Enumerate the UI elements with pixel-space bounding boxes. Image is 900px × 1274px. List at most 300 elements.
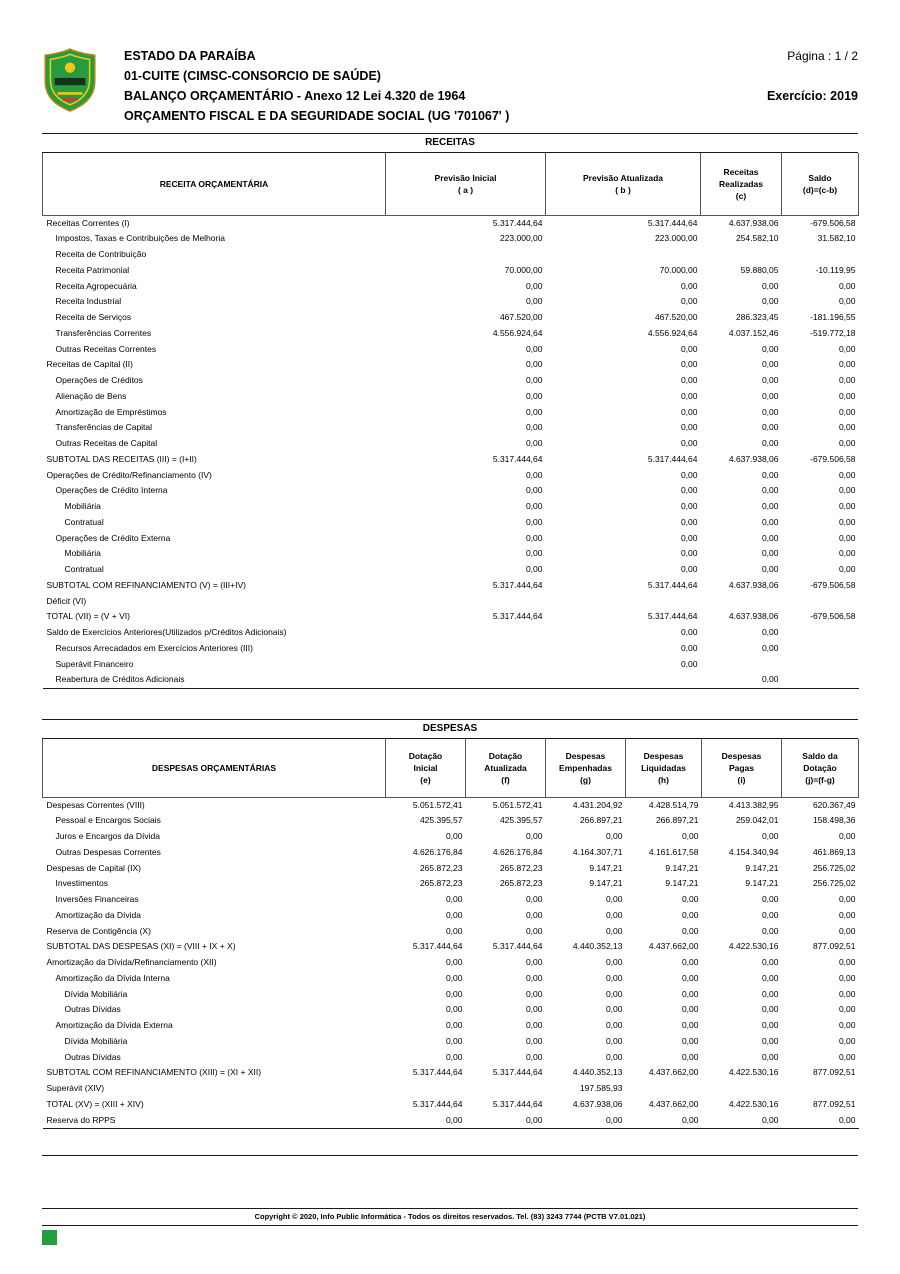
row-value: 0,00 xyxy=(680,485,698,496)
row-value: 0,00 xyxy=(445,1114,463,1125)
header-meta-block xyxy=(688,46,858,126)
row-value: 0,00 xyxy=(525,894,543,904)
row-value: 0,00 xyxy=(761,1051,779,1062)
row-value: 0,00 xyxy=(680,280,698,291)
row-value: 0,00 xyxy=(838,1035,856,1046)
row-value: 5.317.444,64 xyxy=(492,1067,543,1078)
row-value: 0,00 xyxy=(525,548,543,559)
row-label: Amortização de Empréstimos xyxy=(55,406,167,417)
row-value xyxy=(782,625,859,641)
row-value: 0,00 xyxy=(680,422,698,433)
row-label: Dívida Mobiliária xyxy=(64,1035,128,1046)
table-row xyxy=(43,609,859,625)
row-value: 0,00 xyxy=(838,988,856,999)
row-value: -679.506,58 xyxy=(810,217,856,228)
table-row xyxy=(43,436,859,452)
row-value: 59.880,05 xyxy=(740,264,779,275)
row-value: 0,00 xyxy=(761,909,779,920)
row-value: 0,00 xyxy=(680,658,698,669)
row-value: 4.637.938,06 xyxy=(728,579,779,590)
table-row xyxy=(43,1050,859,1066)
row-value: 0,00 xyxy=(838,1114,856,1125)
table-row xyxy=(43,310,859,326)
header-title-block xyxy=(124,46,688,126)
table-row xyxy=(43,452,859,468)
table-row xyxy=(43,499,859,515)
row-value: 5.317.444,64 xyxy=(412,1067,463,1078)
table-row xyxy=(43,1081,859,1097)
row-value: 9.147,21 xyxy=(589,878,623,889)
table-row xyxy=(43,987,859,1003)
row-value: 0,00 xyxy=(445,1035,463,1046)
row-value: 4.437.662,00 xyxy=(648,1098,699,1109)
row-value: 0,00 xyxy=(838,485,856,496)
row-value: 0,00 xyxy=(761,359,779,370)
row-value: 4.422.530,16 xyxy=(728,1098,779,1109)
row-value: 4.556.924,64 xyxy=(647,327,698,338)
row-value: 5.317.444,64 xyxy=(492,611,543,622)
row-value: 0,00 xyxy=(680,438,698,448)
row-value xyxy=(386,641,546,657)
row-value: 286.323,45 xyxy=(735,312,779,322)
row-label: Inversões Financeiras xyxy=(55,894,139,904)
table-row xyxy=(43,389,859,405)
receitas-table-head xyxy=(43,153,859,215)
row-value xyxy=(386,657,546,673)
row-value: 0,00 xyxy=(445,925,463,936)
table-row xyxy=(43,829,859,845)
row-value: 0,00 xyxy=(445,957,463,967)
row-label: Operações de Créditos xyxy=(55,375,143,385)
row-label: Receita de Serviços xyxy=(55,312,132,322)
row-value: -181.196,55 xyxy=(810,312,856,322)
row-value: 5.317.444,64 xyxy=(492,453,543,464)
row-value: 877.092,51 xyxy=(812,941,856,952)
table-row xyxy=(43,939,859,955)
row-value: 5.317.444,64 xyxy=(647,579,698,590)
row-value xyxy=(702,1081,782,1097)
row-label: Superávit (XIV) xyxy=(46,1083,105,1093)
row-value: 5.317.444,64 xyxy=(647,611,698,622)
row-value: 0,00 xyxy=(838,280,856,291)
row-value: -519.772,18 xyxy=(810,327,856,338)
row-value: 70.000,00 xyxy=(504,264,543,275)
row-value: 5.317.444,64 xyxy=(492,941,543,952)
row-value: 0,00 xyxy=(525,296,543,307)
row-value: 425.395,57 xyxy=(419,815,463,826)
row-value: 0,00 xyxy=(761,972,779,983)
row-value: 0,00 xyxy=(681,1035,699,1046)
table-row xyxy=(43,971,859,987)
row-value: 0,00 xyxy=(680,359,698,370)
row-value: 0,00 xyxy=(680,390,698,401)
row-value: 0,00 xyxy=(838,390,856,401)
row-value: 9.147,21 xyxy=(665,862,699,873)
row-value xyxy=(386,1081,466,1097)
row-value: 4.637.938,06 xyxy=(728,217,779,228)
row-label: Amortização da Dívida Externa xyxy=(55,1020,173,1030)
row-label: Impostos, Taxas e Contribuições de Melhoria xyxy=(55,233,225,244)
table-row xyxy=(43,813,859,829)
row-value: 0,00 xyxy=(525,909,543,920)
row-value: 0,00 xyxy=(605,909,623,920)
column-header: Saldo da Dotação (j)=(f-g) xyxy=(782,739,859,797)
row-value: 4.440.352,13 xyxy=(572,1067,623,1078)
header-org: ESTADO DA PARAÍBA xyxy=(124,49,256,63)
row-value: 0,00 xyxy=(605,1020,623,1030)
row-value: 0,00 xyxy=(680,469,698,480)
row-value: 877.092,51 xyxy=(812,1067,856,1078)
logo-container xyxy=(42,46,100,126)
header-row xyxy=(43,153,859,215)
row-value: 0,00 xyxy=(838,894,856,904)
row-value: 0,00 xyxy=(761,957,779,967)
row-value: 0,00 xyxy=(761,1035,779,1046)
row-value: 0,00 xyxy=(445,1051,463,1062)
row-label: Operações de Crédito Interna xyxy=(55,485,168,496)
table-row xyxy=(43,892,859,908)
row-value xyxy=(782,641,859,657)
row-value: 0,00 xyxy=(445,988,463,999)
table-row xyxy=(43,845,859,861)
row-value: 0,00 xyxy=(445,1004,463,1015)
row-value: 4.626.176,84 xyxy=(492,846,543,857)
row-value: 0,00 xyxy=(525,516,543,527)
row-value: 0,00 xyxy=(525,925,543,936)
row-value: 0,00 xyxy=(681,957,699,967)
despesas-section-title: DESPESAS xyxy=(42,719,858,739)
row-value: 0,00 xyxy=(525,564,543,574)
receitas-table-body xyxy=(43,215,859,689)
row-value: 0,00 xyxy=(761,375,779,385)
row-label: Investimentos xyxy=(55,878,108,889)
row-value: 0,00 xyxy=(680,501,698,511)
table-row xyxy=(43,373,859,389)
row-label: Outras Dívidas xyxy=(64,1004,121,1015)
row-value: 467.520,00 xyxy=(499,312,543,322)
row-value: 256.725,02 xyxy=(812,878,856,889)
row-value: 265.872,23 xyxy=(419,862,463,873)
table-row xyxy=(43,1097,859,1113)
row-value: 0,00 xyxy=(680,642,698,653)
row-value: -679.506,58 xyxy=(810,579,856,590)
row-value: 0,00 xyxy=(525,988,543,999)
row-value: 0,00 xyxy=(761,642,779,653)
row-value: 0,00 xyxy=(838,422,856,433)
row-value: 265.872,23 xyxy=(499,878,543,889)
row-value: 4.161.617,58 xyxy=(648,846,699,857)
row-value: 425.395,57 xyxy=(499,815,543,826)
row-label: Transferências Correntes xyxy=(55,327,152,338)
coat-of-arms-logo xyxy=(42,48,98,112)
row-value: 0,00 xyxy=(761,831,779,841)
row-label: TOTAL (VII) = (V + VI) xyxy=(46,611,130,622)
table-row xyxy=(43,263,859,279)
row-label: Pessoal e Encargos Sociais xyxy=(55,815,161,826)
table-row xyxy=(43,247,859,263)
table-row xyxy=(43,625,859,641)
table-row xyxy=(43,342,859,358)
row-value: 0,00 xyxy=(838,343,856,354)
row-value: 5.317.444,64 xyxy=(492,579,543,590)
row-value xyxy=(782,672,859,688)
row-value: 0,00 xyxy=(838,925,856,936)
row-value: 0,00 xyxy=(681,1004,699,1015)
row-value: 0,00 xyxy=(838,1004,856,1015)
row-label: Mobiliária xyxy=(64,548,101,559)
row-value: 0,00 xyxy=(838,548,856,559)
row-value: 265.872,23 xyxy=(499,862,543,873)
row-value xyxy=(546,247,701,263)
row-value: 0,00 xyxy=(838,1051,856,1062)
row-value: 0,00 xyxy=(680,548,698,559)
row-value xyxy=(701,657,782,673)
row-value: 0,00 xyxy=(761,343,779,354)
table-row xyxy=(43,357,859,373)
table-row xyxy=(43,672,859,688)
report-body xyxy=(0,133,900,1245)
table-row xyxy=(43,531,859,547)
row-label: Reabertura de Créditos Adicionais xyxy=(55,674,185,685)
row-label: TOTAL (XV) = (XIII + XIV) xyxy=(46,1098,144,1109)
row-value: 0,00 xyxy=(681,988,699,999)
row-value: 0,00 xyxy=(525,1020,543,1030)
row-value xyxy=(701,247,782,263)
row-value: 197.585,93 xyxy=(579,1083,623,1093)
page-number: Página : 1 / 2 xyxy=(787,49,858,63)
row-value: 4.422.530,16 xyxy=(728,941,779,952)
row-value: 0,00 xyxy=(605,894,623,904)
row-value: 4.037.152,46 xyxy=(728,327,779,338)
report-header xyxy=(0,0,900,126)
row-value: 0,00 xyxy=(838,375,856,385)
row-value: 0,00 xyxy=(605,1035,623,1046)
row-label: Outras Dívidas xyxy=(64,1051,121,1062)
row-value xyxy=(386,594,546,610)
table-row xyxy=(43,955,859,971)
table-row xyxy=(43,420,859,436)
table-row xyxy=(43,861,859,877)
row-value: 0,00 xyxy=(761,1020,779,1030)
table-row xyxy=(43,483,859,499)
column-header: Despesas Liquidadas (h) xyxy=(626,739,702,797)
row-value: 0,00 xyxy=(838,296,856,307)
row-label: Amortização da Dívida Interna xyxy=(55,972,170,983)
row-label: Outras Receitas de Capital xyxy=(55,438,158,448)
row-value xyxy=(626,1081,702,1097)
row-value: 265.872,23 xyxy=(419,878,463,889)
header-row xyxy=(43,739,859,797)
row-value: 0,00 xyxy=(525,485,543,496)
row-label: Contratual xyxy=(64,516,104,527)
copyright-notice: Copyright © 2020, Info Public Informática - Todos os direitos reservados. Tel. (83) 3243 7744 (PCTB V7.01.021) xyxy=(42,1208,858,1226)
row-label: Recursos Arrecadados em Exercícios Anteriores (III) xyxy=(55,642,253,653)
table-row xyxy=(43,1018,859,1034)
row-label: Contratual xyxy=(64,564,104,574)
column-header: Dotação Atualizada (f) xyxy=(466,739,546,797)
row-value: 158.498,36 xyxy=(812,815,856,826)
row-value: 4.637.938,06 xyxy=(728,453,779,464)
row-value: 0,00 xyxy=(525,1004,543,1015)
row-value: 0,00 xyxy=(761,925,779,936)
column-header: DESPESAS ORÇAMENTÁRIAS xyxy=(43,739,386,797)
header-entity: 01-CUITE (CIMSC-CONSORCIO DE SAÚDE) xyxy=(124,69,381,83)
row-value: 0,00 xyxy=(761,627,779,637)
row-value: 0,00 xyxy=(525,406,543,417)
row-value: 0,00 xyxy=(761,485,779,496)
row-value: 9.147,21 xyxy=(665,878,699,889)
row-value: 0,00 xyxy=(525,390,543,401)
row-value: 0,00 xyxy=(761,469,779,480)
row-value: 0,00 xyxy=(605,988,623,999)
row-value: 0,00 xyxy=(761,296,779,307)
row-value: 0,00 xyxy=(445,909,463,920)
row-value: 0,00 xyxy=(525,501,543,511)
row-value: 9.147,21 xyxy=(745,878,779,889)
table-row xyxy=(43,578,859,594)
row-value: 223.000,00 xyxy=(499,233,543,244)
table-row xyxy=(43,657,859,673)
row-value: 0,00 xyxy=(681,972,699,983)
row-label: Despesas de Capital (IX) xyxy=(46,862,141,873)
row-value: 5.317.444,64 xyxy=(412,1098,463,1109)
row-label: Juros e Encargos da Dívida xyxy=(55,831,160,841)
table-row xyxy=(43,279,859,295)
page-marker-square xyxy=(42,1230,57,1245)
row-label: Amortização da Dívida/Refinanciamento (XII) xyxy=(46,957,217,967)
row-value: 0,00 xyxy=(761,548,779,559)
row-value: 0,00 xyxy=(681,1051,699,1062)
row-value xyxy=(546,672,701,688)
row-value: 4.437.662,00 xyxy=(648,941,699,952)
row-label: Receitas Correntes (I) xyxy=(46,217,130,228)
row-value: 0,00 xyxy=(525,438,543,448)
row-value xyxy=(466,1081,546,1097)
row-value: 4.413.382,95 xyxy=(728,799,779,810)
row-value: 0,00 xyxy=(605,1004,623,1015)
row-value: 0,00 xyxy=(680,532,698,543)
row-label: Receita Industrial xyxy=(55,296,122,307)
row-value: 0,00 xyxy=(525,1035,543,1046)
row-value: 256.725,02 xyxy=(812,862,856,873)
row-value: 0,00 xyxy=(838,532,856,543)
row-value: 0,00 xyxy=(838,1020,856,1030)
table-row xyxy=(43,1113,859,1129)
row-value: 5.317.444,64 xyxy=(492,1098,543,1109)
row-value: 0,00 xyxy=(605,1051,623,1062)
table-row xyxy=(43,326,859,342)
row-value: 4.556.924,64 xyxy=(492,327,543,338)
row-value: 467.520,00 xyxy=(654,312,698,322)
closing-rule xyxy=(42,1155,858,1156)
row-value: 0,00 xyxy=(680,296,698,307)
row-value: 0,00 xyxy=(838,972,856,983)
row-value: 0,00 xyxy=(525,280,543,291)
table-row xyxy=(43,908,859,924)
exercise-year: Exercício: 2019 xyxy=(766,89,858,103)
row-value: 0,00 xyxy=(681,925,699,936)
row-value: 0,00 xyxy=(838,501,856,511)
row-value: 0,00 xyxy=(681,894,699,904)
column-header: Dotação Inicial (e) xyxy=(386,739,466,797)
row-value: 5.317.444,64 xyxy=(412,941,463,952)
row-value: 4.431.204,92 xyxy=(572,799,623,810)
row-value: 0,00 xyxy=(525,359,543,370)
row-value: 5.317.444,64 xyxy=(647,453,698,464)
row-value xyxy=(386,672,546,688)
row-value: 0,00 xyxy=(605,831,623,841)
row-value: 0,00 xyxy=(761,501,779,511)
receitas-table xyxy=(42,153,859,689)
row-value: 0,00 xyxy=(445,1020,463,1030)
row-value: 4.154.340,94 xyxy=(728,846,779,857)
row-value: 254.582,10 xyxy=(735,233,779,244)
row-value: 31.582,10 xyxy=(817,233,856,244)
row-label: SUBTOTAL COM REFINANCIAMENTO (XIII) = (XI + XII) xyxy=(46,1067,262,1078)
row-value: 0,00 xyxy=(838,516,856,527)
row-value: 0,00 xyxy=(525,375,543,385)
table-row xyxy=(43,215,859,231)
row-value: 0,00 xyxy=(838,359,856,370)
row-value xyxy=(701,594,782,610)
row-value: 0,00 xyxy=(525,422,543,433)
row-value: 4.428.514,79 xyxy=(648,799,699,810)
row-value: 0,00 xyxy=(605,957,623,967)
row-label: Outras Receitas Correntes xyxy=(55,343,157,354)
column-header: RECEITA ORÇAMENTÁRIA xyxy=(43,153,386,215)
row-label: Despesas Correntes (VIII) xyxy=(46,799,145,810)
row-label: Dívida Mobiliária xyxy=(64,988,128,999)
table-row xyxy=(43,294,859,310)
row-value: 0,00 xyxy=(680,343,698,354)
row-value: 0,00 xyxy=(761,280,779,291)
row-value: 0,00 xyxy=(761,438,779,448)
row-value: 0,00 xyxy=(838,564,856,574)
table-row xyxy=(43,546,859,562)
table-row xyxy=(43,231,859,247)
table-row xyxy=(43,924,859,940)
row-value: 0,00 xyxy=(680,564,698,574)
row-value: 0,00 xyxy=(680,375,698,385)
row-value: 0,00 xyxy=(681,1020,699,1030)
row-value: 70.000,00 xyxy=(659,264,698,275)
table-row xyxy=(43,468,859,484)
row-value: 0,00 xyxy=(681,1114,699,1125)
row-value: 266.897,21 xyxy=(655,815,699,826)
row-value: 0,00 xyxy=(761,1004,779,1015)
row-value: 0,00 xyxy=(525,831,543,841)
row-value: 5.317.444,64 xyxy=(647,217,698,228)
row-value xyxy=(782,594,859,610)
row-value: 4.437.662,00 xyxy=(648,1067,699,1078)
table-row xyxy=(43,1065,859,1081)
row-value: 0,00 xyxy=(445,894,463,904)
row-label: Operações de Crédito Externa xyxy=(55,532,171,543)
row-value: 0,00 xyxy=(681,909,699,920)
row-value: 0,00 xyxy=(761,674,779,685)
row-label: SUBTOTAL DAS RECEITAS (III) = (I+II) xyxy=(46,453,197,464)
row-value: -679.506,58 xyxy=(810,453,856,464)
column-header: Despesas Pagas (i) xyxy=(702,739,782,797)
row-label: Alienação de Bens xyxy=(55,390,127,401)
row-value: 0,00 xyxy=(761,406,779,417)
row-value: 4.440.352,13 xyxy=(572,941,623,952)
row-label: Receita de Contribuição xyxy=(55,249,147,259)
row-value: 0,00 xyxy=(838,469,856,480)
spacer xyxy=(688,66,858,86)
column-header: Receitas Realizadas (c) xyxy=(701,153,782,215)
table-row xyxy=(43,515,859,531)
